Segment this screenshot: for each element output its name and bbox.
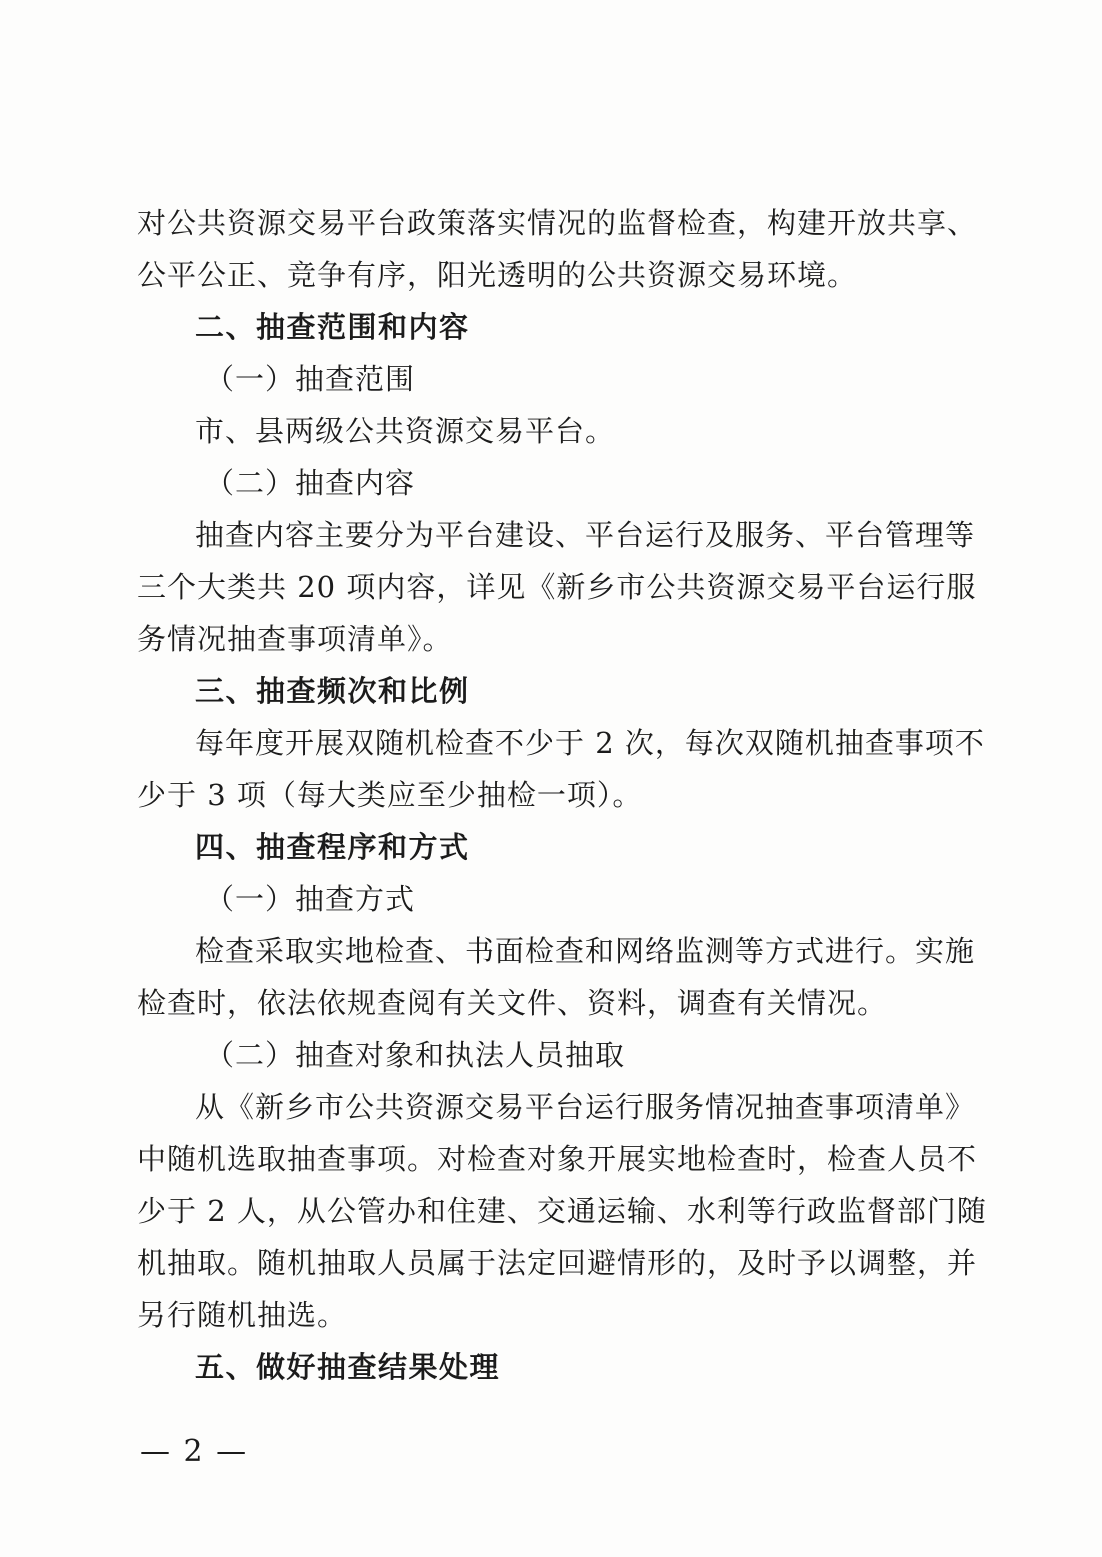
body-text-line: 市、县两级公共资源交易平台。 bbox=[195, 414, 616, 448]
body-text-line: 抽查内容主要分为平台建设、平台运行及服务、平台管理等 bbox=[195, 518, 976, 552]
body-text-line: 少于 3 项（每大类应至少抽检一项）。 bbox=[137, 778, 643, 812]
body-text-line: 机抽取。随机抽取人员属于法定回避情形的，及时予以调整，并 bbox=[137, 1246, 978, 1280]
body-text-line: 另行随机抽选。 bbox=[137, 1298, 348, 1332]
page-number: — 2 — bbox=[140, 1434, 249, 1469]
section-heading-4: 四、抽查程序和方式 bbox=[195, 830, 470, 864]
body-text-line: 从《新乡市公共资源交易平台运行服务情况抽查事项清单》 bbox=[195, 1090, 976, 1124]
body-text-line: 少于 2 人，从公管办和住建、交通运输、水利等行政监督部门随 bbox=[137, 1194, 987, 1228]
subsection-heading: （二）抽查内容 bbox=[205, 466, 416, 500]
body-text-line: 检查采取实地检查、书面检查和网络监测等方式进行。实施 bbox=[195, 934, 976, 968]
section-heading-5: 五、做好抽查结果处理 bbox=[195, 1350, 501, 1384]
body-text-line: 对公共资源交易平台政策落实情况的监督检查，构建开放共享、 bbox=[137, 206, 978, 240]
body-text-line: 每年度开展双随机检查不少于 2 次，每次双随机抽查事项不 bbox=[195, 726, 985, 760]
section-heading-3: 三、抽查频次和比例 bbox=[195, 674, 470, 708]
body-text-line: 务情况抽查事项清单》。 bbox=[137, 622, 453, 656]
subsection-heading: （二）抽查对象和执法人员抽取 bbox=[205, 1038, 626, 1072]
subsection-heading: （一）抽查范围 bbox=[205, 362, 416, 396]
body-text-line: 公平公正、竞争有序，阳光透明的公共资源交易环境。 bbox=[137, 258, 858, 292]
body-text-line: 中随机选取抽查事项。对检查对象开展实地检查时，检查人员不 bbox=[137, 1142, 978, 1176]
section-heading-2: 二、抽查范围和内容 bbox=[195, 310, 470, 344]
body-text-line: 检查时，依法依规查阅有关文件、资料，调查有关情况。 bbox=[137, 986, 888, 1020]
subsection-heading: （一）抽查方式 bbox=[205, 882, 416, 916]
body-text-line: 三个大类共 20 项内容，详见《新乡市公共资源交易平台运行服 bbox=[137, 570, 977, 604]
